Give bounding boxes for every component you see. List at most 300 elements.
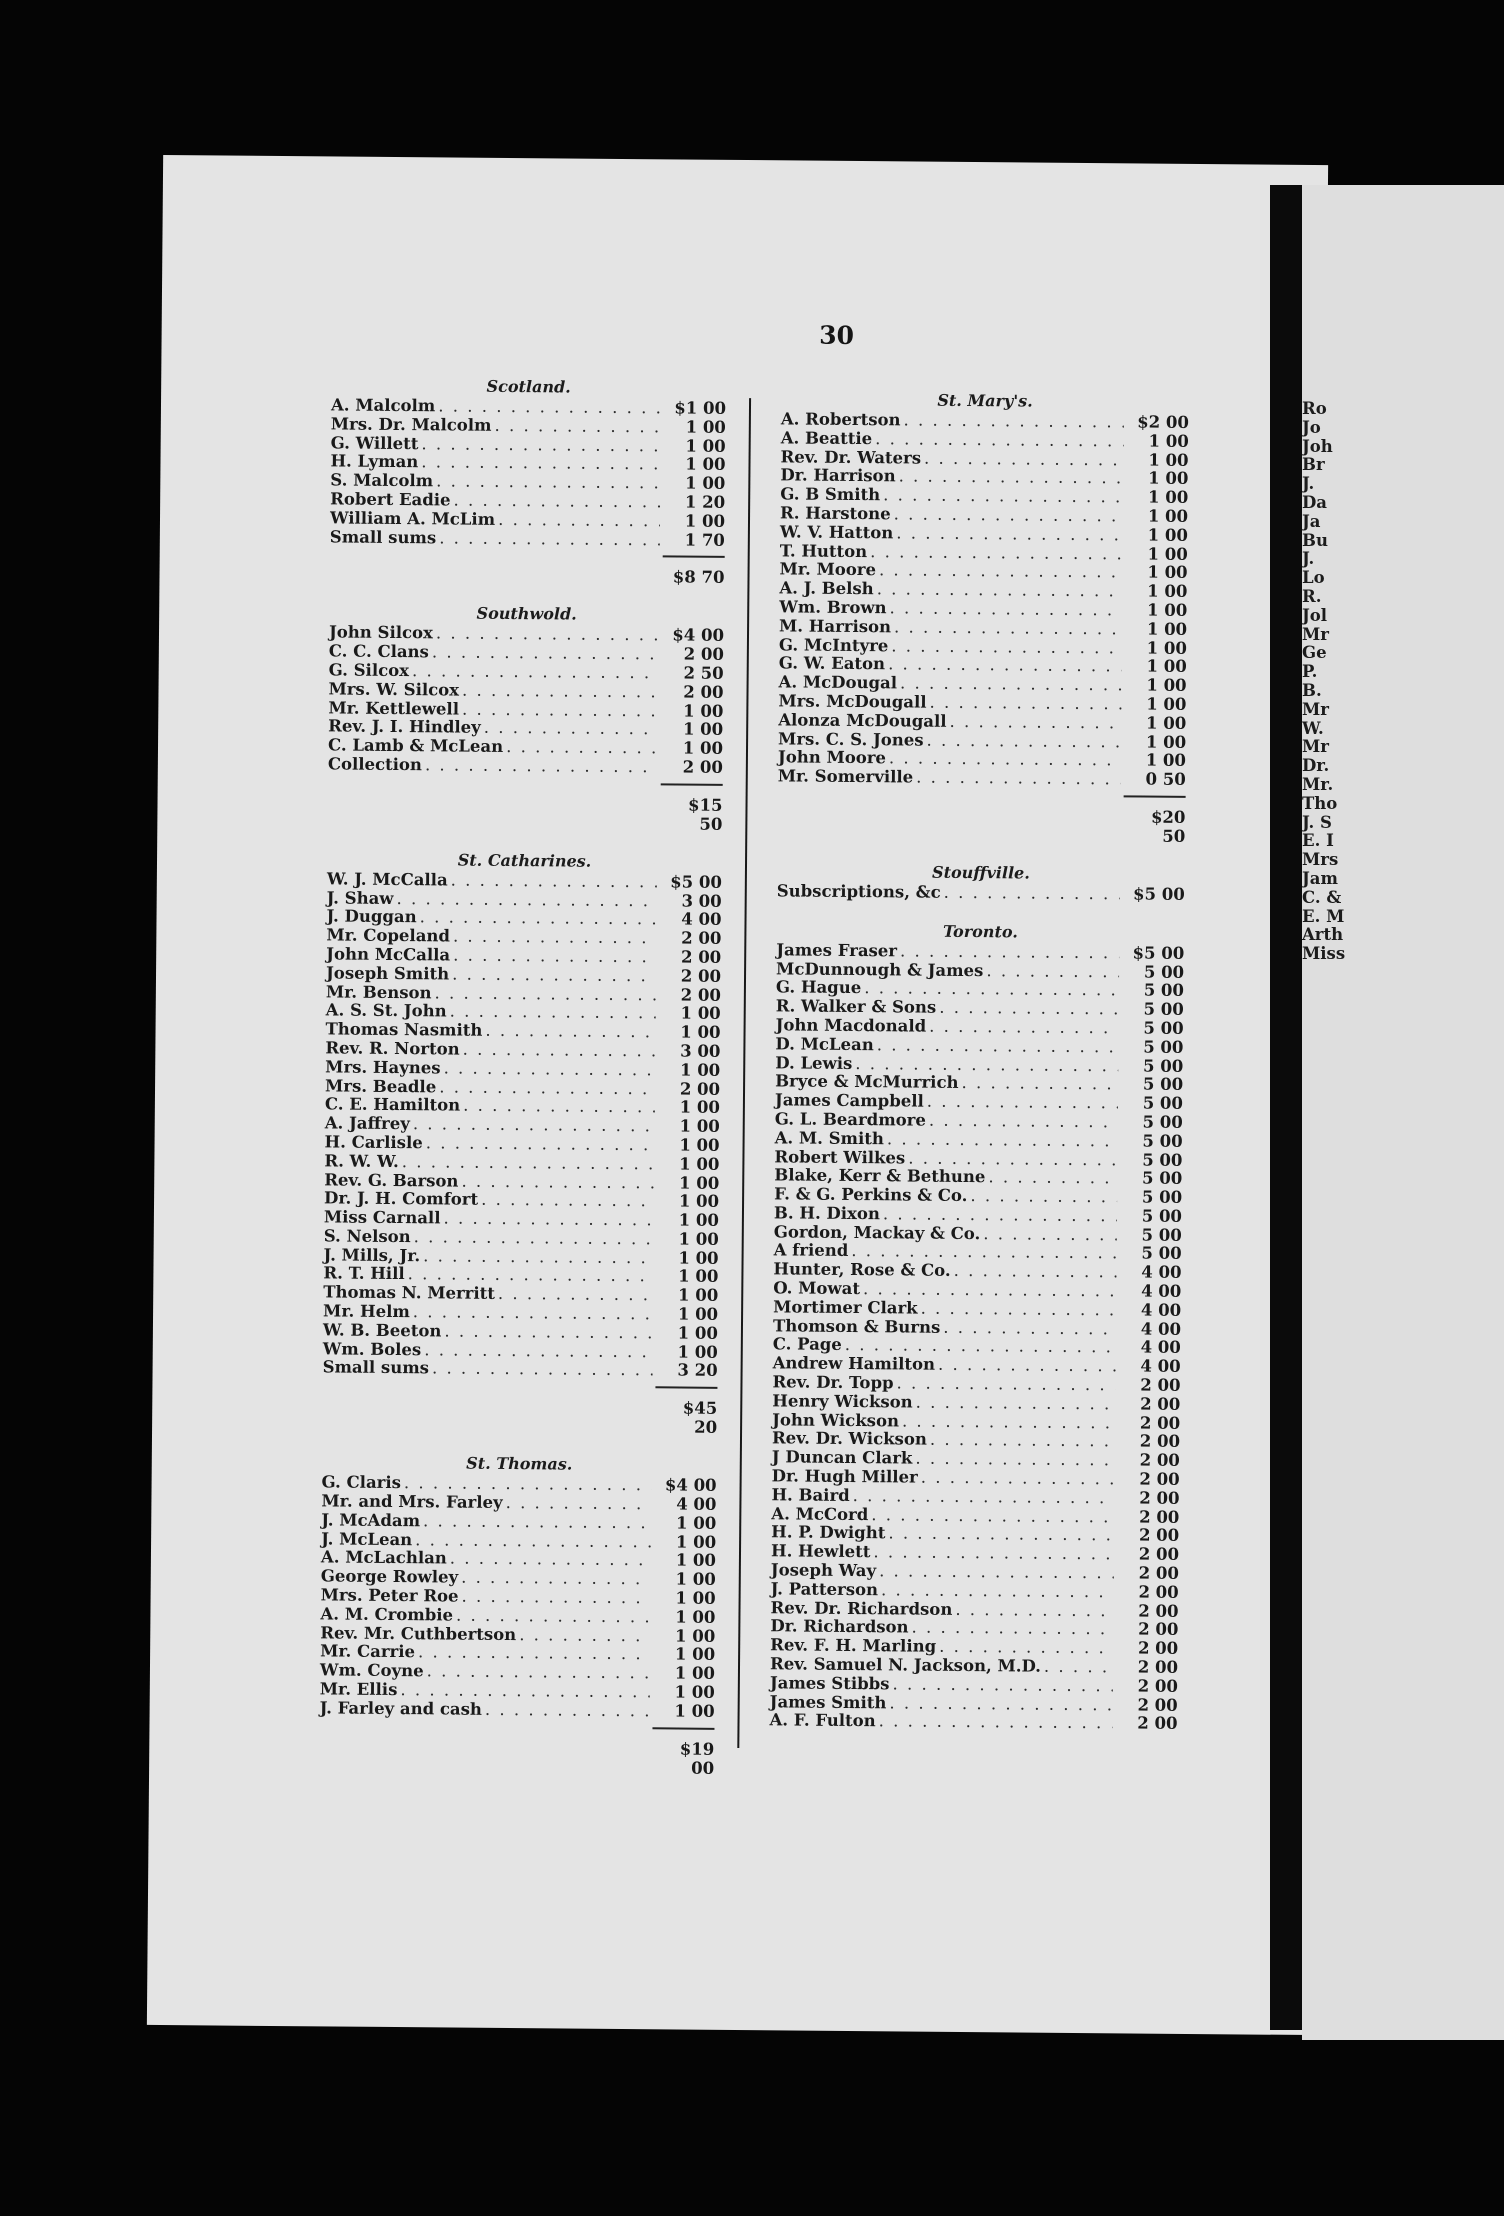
- subscriber-name: Mrs. C. S. Jones: [778, 728, 924, 750]
- leader-dots: [903, 411, 1123, 432]
- adjacent-page-fragment: Miss: [1302, 944, 1346, 964]
- subscription-amount: 1 00: [674, 1663, 716, 1684]
- subscriber-name: S. Malcolm: [330, 470, 434, 491]
- subscription-amount: 5 00: [1142, 1112, 1183, 1132]
- subscriber-name: James Campbell: [774, 1090, 924, 1111]
- subscription-amount: 1 00: [675, 1550, 717, 1571]
- subscription-amount: 5 00: [1143, 999, 1184, 1020]
- adjacent-page-fragment: Mr: [1302, 699, 1329, 719]
- leader-dots: [436, 625, 659, 646]
- subscriber-name: A. S. St. John: [325, 1000, 447, 1021]
- leader-dots: [930, 1431, 1115, 1451]
- adjacent-page-fragment: Ro: [1302, 399, 1327, 418]
- section-total: $45 20: [655, 1387, 717, 1438]
- subscription-amount: 5 00: [1141, 1225, 1182, 1245]
- leader-dots: [506, 738, 658, 758]
- adjacent-page-fragment: Mr.: [1302, 774, 1334, 794]
- subscription-amount: 5 00: [1141, 1244, 1182, 1264]
- subscriber-name: C. Page: [772, 1334, 842, 1355]
- leader-dots: [939, 999, 1119, 1019]
- subscription-amount: 1 00: [685, 454, 726, 475]
- subscriber-name: R. T. Hill: [323, 1263, 405, 1284]
- subscriber-name: H. Baird: [771, 1485, 850, 1505]
- subscriber-name: W. V. Hatton: [779, 522, 894, 543]
- leader-dots: [929, 1018, 1119, 1038]
- subscription-amount: 2 00: [1139, 1488, 1180, 1508]
- leader-dots: [870, 543, 1123, 564]
- subscription-amount: 1 00: [685, 436, 726, 456]
- leader-dots: [461, 1172, 654, 1192]
- subscription-section: [777, 860, 1185, 904]
- leader-dots: [456, 1606, 651, 1626]
- subscription-amount: 2 00: [680, 985, 721, 1005]
- section-total-row: [329, 553, 724, 587]
- adjacent-page-fragment: Joh: [1302, 436, 1333, 456]
- subscriber-entry: [320, 1699, 715, 1721]
- leader-dots: [498, 1285, 654, 1305]
- subscription-amount: 1 00: [1148, 431, 1189, 451]
- subscriber-name: J. Shaw: [326, 887, 394, 908]
- adjacent-page-fragment: R.: [1302, 586, 1322, 606]
- subscription-amount: $2 00: [1137, 412, 1189, 432]
- leader-dots: [954, 1262, 1117, 1282]
- subscription-amount: 2 00: [1139, 1431, 1181, 1452]
- subscription-amount: 2 00: [1137, 1695, 1178, 1715]
- subscriber-name: H. Carlisle: [324, 1132, 423, 1153]
- subscriber-name: Mrs. McDougall: [778, 691, 927, 712]
- subscription-amount: 1 00: [1148, 450, 1189, 470]
- subscriber-name: G. Silcox: [328, 660, 410, 681]
- leader-dots: [888, 656, 1122, 677]
- subscription-amount: 5 00: [1142, 1074, 1184, 1095]
- subscription-amount: 1 00: [675, 1532, 717, 1552]
- subscriber-entry: [778, 767, 1186, 789]
- subscriber-name: Mr. Copeland: [326, 925, 451, 946]
- leader-dots: [929, 1112, 1118, 1132]
- subscription-amount: 5 00: [1143, 1056, 1184, 1076]
- leader-dots: [902, 1412, 1115, 1433]
- leader-dots: [463, 1041, 656, 1061]
- leader-dots: [414, 1228, 654, 1249]
- subscriber-name: Rev. Samuel N. Jackson, M.D.: [769, 1654, 1042, 1676]
- leader-dots: [916, 769, 1121, 790]
- subscription-amount: 1 00: [1146, 638, 1188, 658]
- subscription-amount: 1 00: [679, 1116, 720, 1136]
- subscriber-name: Rev. Dr. Waters: [780, 446, 922, 468]
- adjacent-page-fragment: J.: [1302, 549, 1315, 569]
- subscriber-name: J. McLean: [321, 1529, 413, 1549]
- adjacent-page-fragment: J. S: [1302, 812, 1332, 832]
- leader-dots: [888, 1525, 1114, 1546]
- book-gutter: [1270, 185, 1302, 2030]
- leader-dots: [900, 675, 1122, 696]
- subscription-amount: 5 00: [1143, 980, 1185, 1001]
- adjacent-page-fragment: Jol: [1302, 605, 1328, 625]
- subscriber-name: Mortimer Clark: [773, 1297, 918, 1318]
- subscriber-name: A. McLachlan: [320, 1547, 447, 1568]
- subscriber-name: R. Walker & Sons: [775, 996, 937, 1017]
- subscriber-name: John Moore: [777, 747, 887, 768]
- subscription-amount: 0 50: [1145, 769, 1186, 790]
- subscriber-name: Thomson & Burns: [772, 1315, 941, 1337]
- leader-dots: [924, 449, 1124, 470]
- subscription-amount: 1 00: [678, 1266, 719, 1287]
- adjacent-page-fragment: Ge: [1302, 643, 1327, 663]
- subscription-amount: 1 00: [678, 1210, 719, 1230]
- subscription-amount: 2 00: [683, 644, 724, 665]
- leader-dots: [889, 1694, 1112, 1715]
- subscription-amount: 1 00: [674, 1701, 715, 1721]
- subscription-amount: 1 00: [685, 417, 726, 437]
- subscriber-name: Mr. Helm: [323, 1301, 410, 1322]
- adjacent-page-fragment: Lo: [1302, 568, 1325, 588]
- subscriber-name: Thomas N. Merritt: [323, 1282, 495, 1304]
- section-heading: Scotland.: [486, 376, 571, 397]
- subscription-amount: 1 00: [675, 1569, 716, 1590]
- section-heading: St. Thomas.: [466, 1453, 573, 1474]
- subscriber-name: Miss Carnall: [323, 1207, 441, 1228]
- subscriber-name: G. Claris: [321, 1472, 402, 1493]
- subscriber-name: Wm. Coyne: [319, 1660, 424, 1681]
- subscription-amount: 5 00: [1143, 1018, 1184, 1038]
- leader-dots: [879, 1562, 1114, 1583]
- leader-dots: [424, 1341, 653, 1362]
- section-heading: Stouffville.: [931, 862, 1030, 883]
- subscription-amount: 1 00: [679, 1060, 721, 1080]
- subscription-amount: 1 00: [1147, 562, 1188, 583]
- subscription-amount: 2 50: [683, 663, 724, 683]
- leader-dots: [453, 946, 656, 967]
- subscription-amount: 5 00: [1141, 1206, 1183, 1226]
- section-total-row: [322, 1384, 717, 1437]
- leader-dots: [450, 1550, 651, 1571]
- subscription-amount: 2 00: [1138, 1601, 1179, 1621]
- subscription-amount: 1 00: [1147, 544, 1188, 564]
- adjacent-page-fragment: C. &: [1302, 887, 1342, 907]
- leader-dots: [498, 511, 660, 531]
- subscriber-name: C. C. Clans: [328, 641, 429, 662]
- subscriber-name: Dr. Hugh Miller: [771, 1466, 918, 1487]
- subscription-amount: 5 00: [1142, 1093, 1184, 1113]
- section-total: $19 00: [652, 1727, 714, 1778]
- subscriber-name: Bryce & McMurrich: [775, 1071, 959, 1093]
- subscriber-name: A. Jaffrey: [324, 1113, 410, 1134]
- subscriber-name: Joseph Way: [770, 1560, 877, 1581]
- leader-dots: [485, 1701, 650, 1721]
- leader-dots: [915, 1450, 1115, 1471]
- subscription-amount: 2 00: [1138, 1582, 1179, 1602]
- subscription-amount: 4 00: [1140, 1356, 1181, 1377]
- subscriber-name: Mr. Kettlewell: [328, 697, 460, 719]
- subscription-section: [777, 388, 1189, 845]
- subscriber-name: Andrew Hamilton: [772, 1353, 936, 1374]
- adjacent-page-fragment: P.: [1302, 662, 1318, 682]
- subscription-amount: 4 00: [1140, 1337, 1181, 1358]
- subscription-amount: 1 00: [674, 1682, 715, 1702]
- subscriber-name: Gordon, Mackay & Co.: [773, 1222, 981, 1243]
- subscription-amount: 1 00: [678, 1229, 719, 1249]
- subscription-section: [322, 848, 722, 1437]
- subscriber-name: F. & G. Perkins & Co.: [774, 1184, 968, 1206]
- subscriber-name: J. McAdam: [321, 1510, 421, 1531]
- leader-dots: [519, 1626, 650, 1646]
- subscriber-name: Rev. J. I. Hindley: [328, 716, 481, 738]
- subscriber-name: G. Willett: [330, 433, 419, 453]
- subscription-amount: 4 00: [1140, 1300, 1182, 1320]
- subscription-amount: $5 00: [670, 872, 722, 892]
- subscription-amount: 1 00: [1145, 713, 1187, 733]
- subscription-amount: $1 00: [674, 398, 727, 418]
- leader-dots: [452, 965, 656, 986]
- subscription-amount: 1 00: [677, 1323, 719, 1343]
- subscriber-name: J. Farley and cash: [319, 1698, 483, 1719]
- leader-dots: [494, 417, 660, 437]
- subscriber-name: Robert Wilkes: [774, 1146, 906, 1167]
- leader-dots: [927, 731, 1122, 751]
- subscriber-name: H. Lyman: [330, 451, 419, 472]
- leader-dots: [462, 681, 659, 702]
- subscriber-name: James Stibbs: [769, 1673, 890, 1694]
- subscription-amount: 1 00: [1146, 600, 1188, 620]
- subscriber-name: D. McLean: [775, 1034, 874, 1054]
- subscription-amount: 1 00: [675, 1607, 716, 1627]
- subscription-amount: 2 00: [1138, 1525, 1180, 1546]
- adjacent-page-fragment: Bu: [1302, 530, 1328, 550]
- subscriber-name: A. Beattie: [780, 428, 873, 448]
- subscriber-name: James Smith: [769, 1691, 887, 1712]
- leader-dots: [425, 756, 658, 777]
- subscriber-name: A. Malcolm: [330, 395, 436, 416]
- adjacent-page-fragment: Ja: [1302, 511, 1321, 531]
- leader-dots: [485, 1022, 655, 1042]
- leader-dots: [911, 1619, 1113, 1640]
- leader-dots: [444, 1322, 653, 1343]
- subscription-amount: 1 00: [680, 1003, 721, 1024]
- subscriber-name: Rev. F. H. Marling: [770, 1635, 937, 1656]
- subscription-amount: $5 00: [1132, 943, 1185, 963]
- leader-dots: [461, 1569, 651, 1589]
- leader-dots: [879, 1713, 1113, 1734]
- subscriber-name: Mr. Ellis: [319, 1679, 398, 1700]
- document-page: [147, 155, 1328, 2035]
- subscriber-name: Mr. and Mrs. Farley: [321, 1491, 503, 1513]
- subscriber-entry: [328, 755, 723, 777]
- subscription-amount: 1 00: [678, 1172, 720, 1193]
- subscription-amount: 4 00: [1141, 1262, 1182, 1283]
- leader-dots: [439, 529, 660, 550]
- subscriber-name: M. Harrison: [779, 616, 892, 637]
- leader-dots: [1044, 1658, 1113, 1677]
- leader-dots: [889, 750, 1121, 771]
- leader-dots: [943, 1318, 1116, 1338]
- subscription-amount: 5 00: [1142, 1168, 1183, 1189]
- subscription-amount: 3 20: [677, 1360, 718, 1381]
- leader-dots: [415, 1531, 651, 1552]
- right-column: [769, 388, 1189, 1752]
- subscription-amount: 2 00: [1140, 1394, 1181, 1414]
- subscription-amount: 4 00: [676, 1494, 717, 1514]
- subscription-amount: 1 00: [675, 1513, 717, 1533]
- subscription-amount: 5 00: [1143, 1037, 1184, 1057]
- subscription-amount: 1 70: [684, 530, 725, 550]
- subscription-amount: 4 00: [681, 909, 722, 930]
- subscription-amount: 1 00: [679, 1154, 720, 1174]
- subscriber-name: Dr. Richardson: [770, 1616, 909, 1637]
- leader-dots: [894, 505, 1124, 526]
- subscription-amount: $4 00: [672, 625, 725, 646]
- subscription-section: [329, 374, 726, 587]
- subscriber-name: Joseph Smith: [325, 963, 450, 984]
- subscriber-name: O. Mowat: [773, 1278, 861, 1299]
- subscription-amount: 1 00: [675, 1588, 716, 1608]
- subscriber-name: B. H. Dixon: [773, 1203, 880, 1224]
- section-total-row: [777, 792, 1185, 846]
- leader-dots: [983, 1225, 1117, 1245]
- column-divider: [737, 398, 751, 1748]
- subscriber-name: J. Patterson: [770, 1579, 879, 1600]
- subscriber-name: Mr. Carrie: [320, 1641, 416, 1662]
- subscriber-name: G. L. Beardmore: [774, 1109, 926, 1130]
- section-heading: Southwold.: [476, 604, 577, 624]
- subscription-amount: 4 00: [1140, 1319, 1182, 1339]
- subscription-amount: 1 00: [677, 1342, 718, 1362]
- subscription-amount: 1 00: [677, 1285, 719, 1306]
- subscriber-name: G. Hague: [775, 977, 862, 998]
- leader-dots: [444, 1059, 656, 1080]
- leader-dots: [949, 713, 1121, 733]
- subscriber-name: Rev. Dr. Richardson: [770, 1597, 953, 1619]
- subscriber-name: George Rowley: [320, 1566, 459, 1587]
- subscriber-name: Subscriptions, &c: [776, 881, 941, 902]
- subscriber-name: G. W. Eaton: [778, 653, 886, 674]
- leader-dots: [986, 962, 1119, 982]
- subscriber-entry: [769, 1712, 1177, 1734]
- subscriber-name: Mrs. Beadle: [324, 1075, 437, 1096]
- subscriber-name: Rev. R. Norton: [325, 1038, 460, 1059]
- subscriber-name: Rev. G. Barson: [324, 1169, 459, 1191]
- subscription-amount: 1 00: [679, 1097, 720, 1118]
- leader-dots: [421, 454, 660, 475]
- adjacent-page-fragment: Dr.: [1302, 756, 1330, 776]
- subscription-section: [319, 1452, 717, 1778]
- adjacent-page-fragment: Jo: [1302, 417, 1321, 437]
- subscription-amount: 2 00: [1138, 1544, 1180, 1565]
- subscription-amount: 2 00: [1138, 1563, 1179, 1583]
- subscriber-name: Rev. Dr. Topp: [772, 1372, 894, 1393]
- leader-dots: [413, 1115, 655, 1136]
- section-heading: St. Catharines.: [457, 850, 592, 871]
- subscriber-entry: [777, 882, 1185, 904]
- subscriber-name: Collection: [327, 754, 423, 775]
- subscription-amount: 1 00: [675, 1626, 716, 1646]
- leader-dots: [432, 1360, 653, 1381]
- leader-dots: [887, 1130, 1118, 1151]
- leader-dots: [896, 1374, 1115, 1395]
- subscriber-name: H. P. Dwight: [771, 1522, 886, 1543]
- subscription-amount: 1 00: [682, 719, 724, 740]
- subscription-amount: 5 00: [1142, 1150, 1183, 1170]
- subscription-amount: 1 00: [684, 511, 726, 531]
- subscription-amount: 1 00: [680, 1022, 721, 1042]
- leader-dots: [462, 700, 659, 721]
- subscriber-name: A. F. Fulton: [769, 1710, 876, 1731]
- subscription-amount: 2 00: [1137, 1657, 1179, 1677]
- subscriber-name: C. Lamb & McLean: [327, 735, 504, 757]
- leader-dots: [896, 524, 1123, 545]
- subscriber-name: Small sums: [322, 1357, 430, 1378]
- subscription-amount: 1 00: [685, 473, 726, 494]
- subscription-amount: 1 00: [677, 1304, 719, 1324]
- leader-dots: [883, 486, 1123, 507]
- leader-dots: [421, 435, 660, 456]
- subscription-amount: 2 00: [1137, 1676, 1178, 1696]
- leader-dots: [453, 928, 657, 949]
- subscriber-name: John Macdonald: [775, 1015, 927, 1036]
- subscriber-name: J Duncan Clark: [771, 1447, 913, 1468]
- subscription-amount: 2 00: [1139, 1469, 1180, 1489]
- subscriber-name: A. M. Crombie: [320, 1604, 454, 1625]
- subscription-amount: 1 00: [1146, 675, 1187, 696]
- section-total-row: [319, 1724, 714, 1777]
- subscription-amount: 1 00: [683, 701, 724, 721]
- subscriber-name: J. Duggan: [326, 906, 417, 927]
- subscriber-name: Mrs. Haynes: [325, 1057, 441, 1078]
- subscriber-name: Robert Eadie: [330, 489, 451, 510]
- subscriber-name: G. McIntyre: [778, 634, 889, 655]
- subscriber-name: A. J. Belsh: [779, 578, 874, 599]
- leader-dots: [929, 694, 1121, 714]
- leader-dots: [889, 599, 1122, 620]
- leader-dots: [961, 1074, 1118, 1094]
- subscription-amount: 2 00: [1139, 1450, 1180, 1471]
- subscription-amount: 2 00: [680, 966, 722, 986]
- subscription-amount: 1 00: [1147, 581, 1188, 602]
- subscriber-name: W. B. Beeton: [322, 1320, 442, 1341]
- subscriber-name: A. McDougal: [778, 672, 898, 693]
- leader-dots: [853, 1487, 1115, 1508]
- subscription-amount: 1 00: [678, 1248, 719, 1268]
- subscriber-name: A. Robertson: [780, 409, 901, 430]
- subscription-amount: 3 00: [680, 1041, 721, 1061]
- leader-dots: [418, 1644, 650, 1665]
- adjacent-page-fragment: Mr: [1302, 624, 1329, 644]
- leader-dots: [439, 1078, 655, 1099]
- subscription-amount: 2 00: [679, 1079, 721, 1099]
- leader-dots: [462, 1588, 651, 1608]
- leader-dots: [871, 1506, 1114, 1527]
- subscriber-name: A. M. Smith: [774, 1128, 885, 1148]
- page-number: 30: [819, 320, 855, 350]
- section-total: $8 70: [662, 556, 724, 588]
- subscriber-name: T. Hutton: [779, 540, 868, 561]
- subscriber-name: A friend: [773, 1240, 849, 1261]
- subscription-amount: 2 00: [683, 682, 724, 702]
- subscriber-name: Wm. Boles: [322, 1339, 422, 1359]
- leader-dots: [894, 618, 1122, 639]
- leader-dots: [921, 1299, 1117, 1320]
- leader-dots: [413, 1303, 653, 1324]
- leader-dots: [426, 1134, 655, 1155]
- leader-dots: [877, 580, 1123, 601]
- subscriber-name: Mrs. Peter Roe: [320, 1585, 459, 1606]
- subscription-amount: $4 00: [664, 1475, 717, 1496]
- leader-dots: [436, 473, 660, 494]
- leader-dots: [396, 890, 656, 911]
- adjacent-page-fragment: Mrs: [1302, 850, 1339, 870]
- left-column: [319, 374, 726, 1795]
- leader-dots: [506, 1494, 652, 1514]
- subscription-amount: 2 00: [1137, 1638, 1179, 1659]
